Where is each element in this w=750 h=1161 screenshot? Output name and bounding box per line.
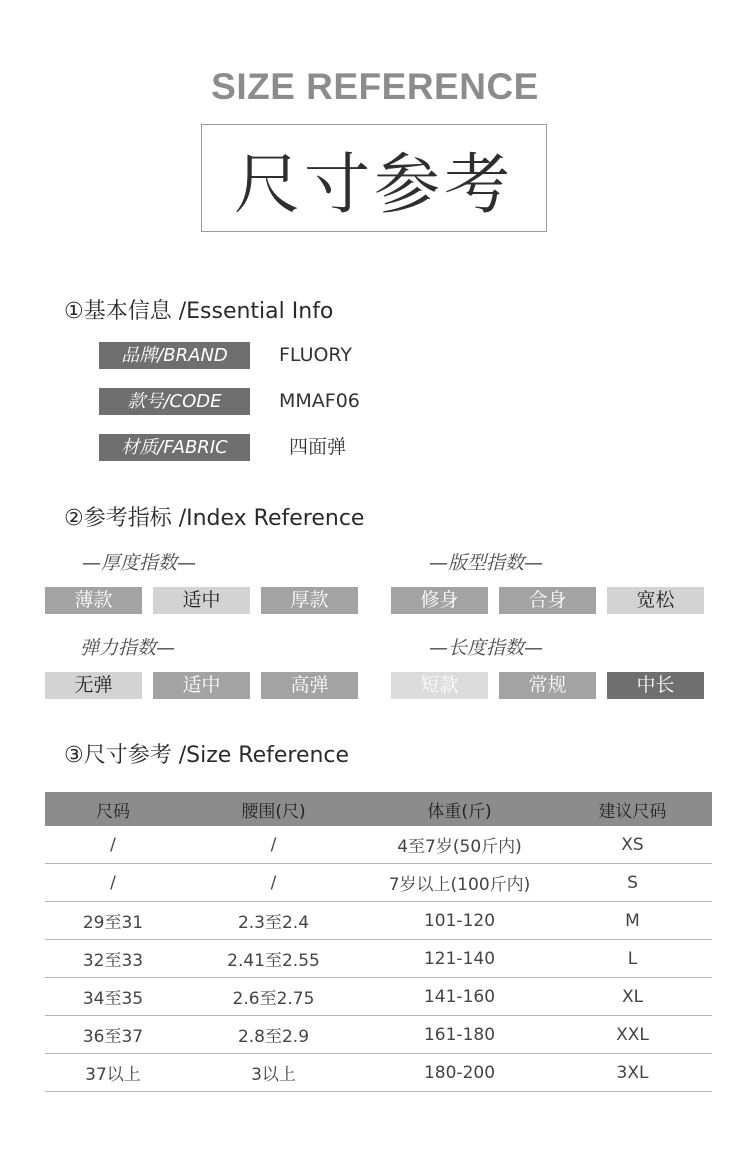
- cell-size: 36至37: [82, 1027, 144, 1047]
- code-value: MMAF06: [279, 390, 360, 412]
- fit-option-slim: 修身: [391, 587, 488, 614]
- fabric-label: 材质/FABRIC: [99, 434, 250, 461]
- column-header-waist: 腰围(尺): [241, 801, 306, 822]
- cell-weight: 180-200: [423, 1062, 496, 1083]
- cell-recommended-size: S: [627, 872, 638, 893]
- thickness-option-thin: 薄款: [45, 587, 142, 614]
- table-row: [45, 940, 712, 978]
- table-row: [45, 902, 712, 940]
- cell-recommended-size: 3XL: [616, 1062, 649, 1083]
- cell-size: /: [110, 834, 116, 855]
- cell-weight: 121-140: [423, 948, 496, 969]
- table-row: [45, 1054, 712, 1092]
- length-option-mid-long: 中长: [607, 672, 704, 699]
- thickness-index-label: —厚度指数—: [82, 552, 197, 574]
- chinese-title: 尺寸参考: [234, 145, 514, 223]
- column-header-size: 尺码: [96, 801, 130, 822]
- table-header: [45, 792, 712, 826]
- cell-weight: 141-160: [423, 986, 496, 1007]
- column-header-weight: 体重(斤): [427, 801, 492, 822]
- cell-recommended-size: XS: [621, 834, 644, 855]
- table-row: [45, 978, 712, 1016]
- brand-value: FLUORY: [279, 344, 353, 366]
- cell-recommended-size: XL: [621, 986, 644, 1007]
- elasticity-option-high: 高弹: [261, 672, 358, 699]
- cell-waist: 3以上: [251, 1065, 296, 1085]
- size-reference-heading: ③尺寸参考 /Size Reference: [64, 743, 350, 768]
- cell-waist: /: [270, 872, 277, 893]
- length-index-label: —长度指数—: [429, 637, 544, 659]
- brand-label: 品牌/BRAND: [99, 342, 250, 369]
- cell-size: 32至33: [82, 951, 144, 971]
- thickness-option-medium: 适中: [153, 587, 250, 614]
- chinese-title-box: [201, 124, 547, 232]
- elasticity-index-label: 弹力指数—: [80, 637, 176, 659]
- elasticity-option-medium: 适中: [153, 672, 250, 699]
- column-header-recommended-size: 建议尺码: [598, 801, 667, 822]
- code-label: 款号/CODE: [99, 388, 250, 415]
- fit-option-regular: 合身: [499, 587, 596, 614]
- cell-size: 37以上: [85, 1065, 141, 1085]
- cell-recommended-size: M: [625, 910, 640, 931]
- cell-weight: 101-120: [423, 910, 496, 931]
- table-row: [45, 826, 712, 864]
- size-table: [45, 792, 712, 1092]
- index-reference-heading: ②参考指标 /Index Reference: [64, 506, 365, 531]
- cell-waist: 2.3至2.4: [237, 913, 310, 933]
- cell-weight: 4至7岁(50斤内): [397, 837, 522, 857]
- thickness-option-thick: 厚款: [261, 587, 358, 614]
- table-row: [45, 1016, 712, 1054]
- elasticity-option-none: 无弹: [45, 672, 142, 699]
- cell-recommended-size: L: [627, 948, 638, 969]
- cell-size: 29至31: [82, 913, 144, 933]
- cell-size: 34至35: [82, 989, 144, 1009]
- cell-waist: 2.41至2.55: [227, 951, 320, 971]
- cell-waist: 2.6至2.75: [232, 989, 315, 1009]
- cell-recommended-size: XXL: [616, 1024, 649, 1045]
- cell-waist: 2.8至2.9: [237, 1027, 310, 1047]
- fabric-value: 四面弹: [289, 436, 347, 458]
- cell-weight: 161-180: [423, 1024, 496, 1045]
- length-option-regular: 常规: [499, 672, 596, 699]
- cell-weight: 7岁以上(100斤内): [388, 875, 531, 895]
- essential-info-heading: ①基本信息 /Essential Info: [64, 299, 334, 324]
- length-option-short: 短款: [391, 672, 488, 699]
- cell-size: /: [110, 872, 116, 893]
- fit-index-label: —版型指数—: [429, 552, 544, 574]
- fit-option-loose: 宽松: [607, 587, 704, 614]
- table-row: [45, 864, 712, 902]
- english-title: SIZE REFERENCE: [211, 66, 539, 107]
- cell-waist: /: [270, 834, 277, 855]
